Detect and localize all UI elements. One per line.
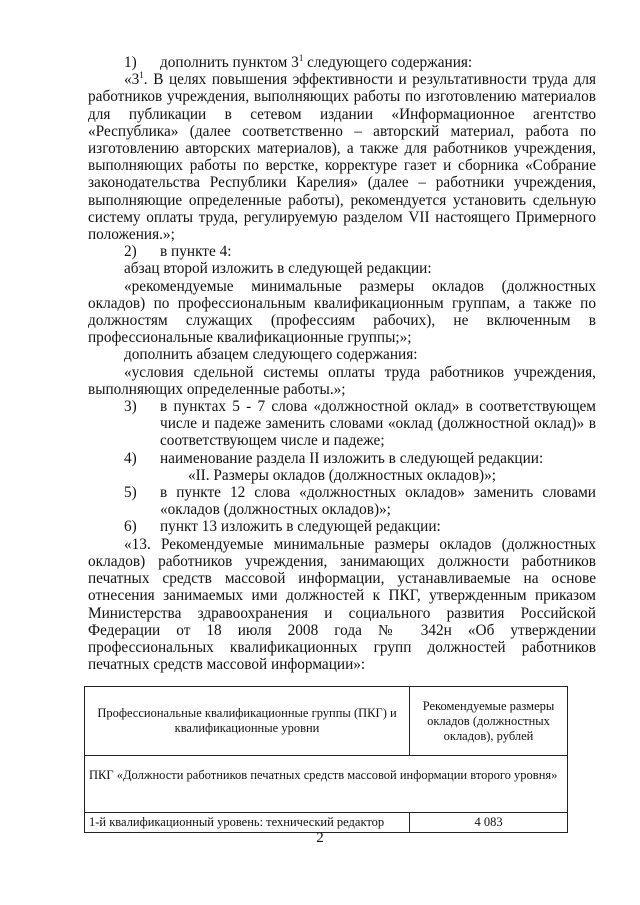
item-number: 4): [124, 449, 137, 467]
list-item-2: [88, 243, 596, 260]
table-row-value: 4 083: [410, 813, 568, 833]
item-number: 2): [124, 243, 137, 261]
table-row-label: 1-й квалификационный уровень: технический редактор: [85, 813, 410, 833]
paragraph-abzac: абзац второй изложить в следующей редакции:: [124, 260, 432, 278]
item-number: 1): [124, 54, 137, 71]
quote-open: «3: [124, 71, 140, 89]
list-item-3: [88, 398, 596, 450]
item-number: 5): [124, 484, 137, 502]
item-text: [160, 54, 596, 71]
salary-table: [84, 686, 568, 833]
table-header-left: Профессиональные квалификационные группы (ПКГ) и квалификационные уровни: [85, 687, 410, 756]
table-header-right: Рекомендуемые размеры окладов (должностных окладов), рублей: [410, 687, 568, 756]
superscript: 1: [139, 70, 144, 81]
paragraph-dopolnit: дополнить абзацем следующего содержания:: [124, 346, 418, 364]
table-group-row: [85, 756, 568, 813]
item-text: пункт 13 изложить в следующей редакции:: [160, 518, 441, 536]
table-header-row: [85, 687, 568, 756]
list-item-6: [88, 518, 596, 535]
quote-text: . В целях повышения эффективности и результативности труда для работников учреждения, выполняющих работы по изготовлению материалов для публикации в сетевом издании «Информационное агентство «Республика» (далее соответственно – авторский материал, работа по изготовлению авторских материалов), а также для работников учреждения, выполняющих работы по верстке, корректуре газет и сборника «Собрание законодательства Республики Карелия» (далее – работники учреждения, выполняющие определенные работы), рекомендуется установить сдельную систему оплаты труда, регулируемую разделом VII настоящего Примерного положения.»;: [88, 71, 596, 244]
section-heading: «II. Размеры окладов (должностных окладов)»;: [187, 466, 497, 484]
document-body: [88, 54, 596, 673]
list-item-5: [88, 484, 596, 518]
quoted-paragraph-13: «13. Рекомендуемые минимальные размеры окладов (должностных окладов) работников учреждения, занимающих должности работников печатных средств массовой информации, устанавливаемые на основе отнесения занимаемых ими должностей к ПКГ, утвержденным приказом Министерства здравоохранения и социального развития Российской Федерации от 18 июля 2008 года № 342н «Об утверждении профессиональных квалификационных групп должностей работников печатных средств массовой информации»:: [88, 535, 596, 674]
table-group-cell: ПКГ «Должности работников печатных средств массовой информации второго уровня»: [85, 756, 568, 813]
item-number: 6): [124, 518, 137, 536]
quoted-paragraph-3: «условия сдельной системы оплаты труда работников учреждения, выполняющих определенные работы.»;: [88, 363, 596, 398]
item-text: в пункте 12 слова «должностных окладов» заменить словами «окладов (должностных окладов)»;: [160, 484, 596, 519]
item-number: 3): [124, 398, 137, 416]
item-text-tail: следующего содержания:: [303, 54, 473, 71]
list-item-1: [88, 54, 596, 71]
item-text-main: дополнить пунктом 3: [160, 54, 299, 71]
item-text: наименование раздела II изложить в следующей редакции:: [160, 449, 544, 467]
quoted-paragraph-3-1: [88, 71, 596, 243]
page-number: 2: [316, 830, 324, 846]
item-text: в пунктах 5 - 7 слова «должностной оклад» в соответствующем числе и падеже заменить словами «оклад (должностной оклад)» в соответствующем числе и падеже;: [160, 398, 596, 450]
item-text: в пункте 4:: [160, 243, 232, 261]
quoted-paragraph-2: «рекомендуемые минимальные размеры окладов (должностных окладов) по профессиональным квалификационным группам, а также по должностям служащих (профессиям рабочих), не включенным в профессиональные квалификационные группы;»;: [88, 277, 596, 347]
superscript: 1: [298, 53, 304, 63]
list-item-4: [88, 450, 596, 467]
